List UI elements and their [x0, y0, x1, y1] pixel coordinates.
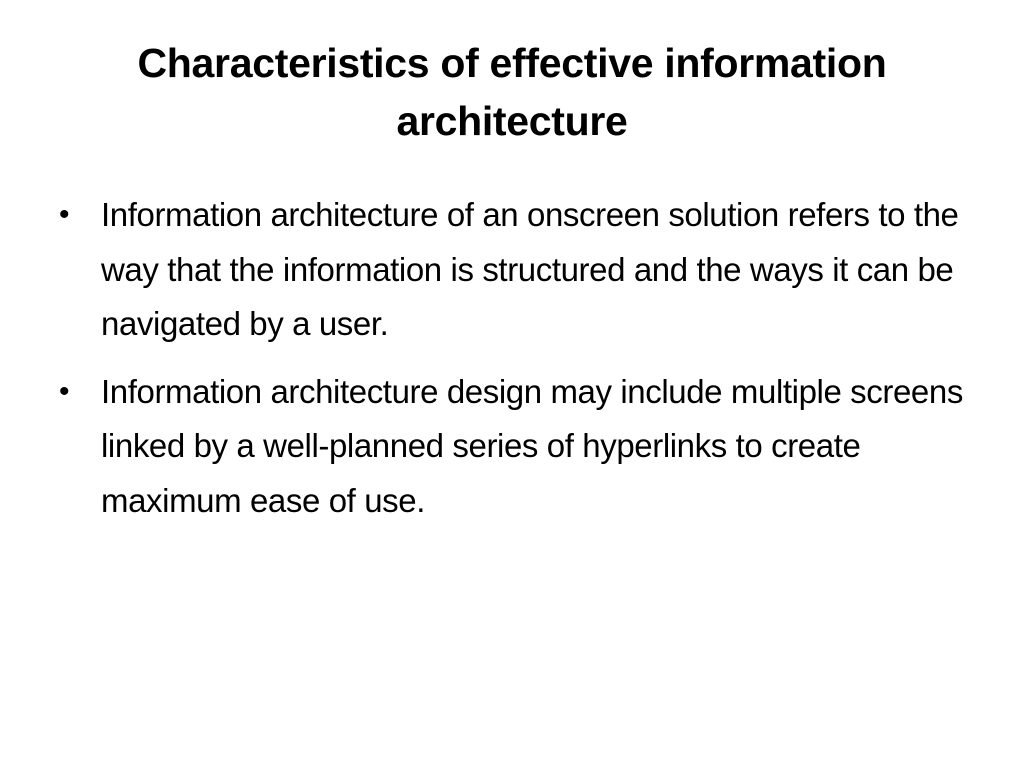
- bullet-text: Information architecture design may include multiple screens linked by a well-planned series of hyperlinks to create maximum ease of use.: [101, 372, 963, 519]
- bullet-dot-icon: •: [59, 198, 70, 231]
- bullet-item-design: [58, 365, 968, 529]
- bullet-dot-icon: •: [59, 374, 70, 408]
- bullet-list: [58, 188, 968, 541]
- slide-title: Characteristics of effective information architecture: [137, 40, 887, 144]
- bullet-item-structure: [58, 188, 968, 352]
- bullet-text: Information architecture of an onscreen solution refers to the way that the information is structured and the ways it can be navigated by a user.: [101, 196, 959, 342]
